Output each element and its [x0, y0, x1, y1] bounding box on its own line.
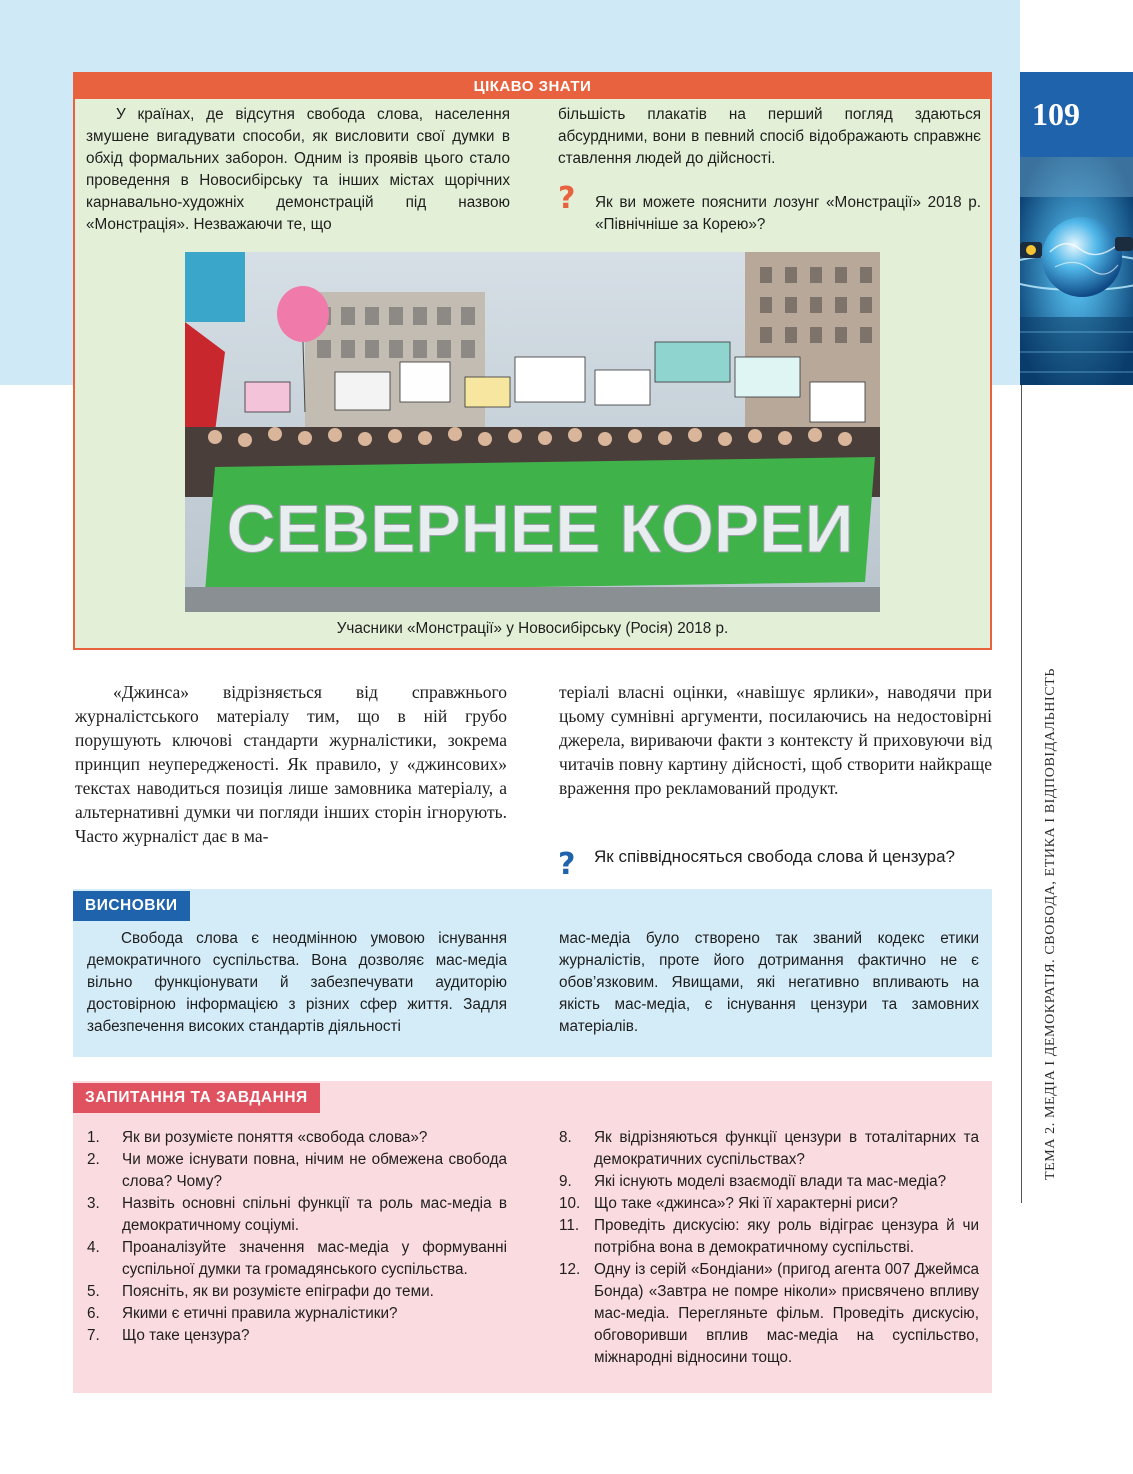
questions-list-left — [87, 1127, 507, 1347]
question-number: 1. — [87, 1129, 100, 1146]
questions-box — [73, 1081, 992, 1393]
body-paragraph-left: «Джинса» відрізняється від справжнього журналістського матеріалу тим, що в ній грубо порушують ключові стандарти журналістики, зокрема принцип неупередженості. Як правило, у «джинсових» текстах наводиться позиція лише замовника матеріалу, а альтернативні думки чи погляди інших сторін ігнорують. Часто журналіст дає в ма- — [75, 682, 507, 846]
fact-paragraph-right: більшість плакатів на перший погляд здаються абсурдними, вони в певний спосіб відображають справжнє ставлення людей до дійсності. — [558, 106, 981, 167]
question-text: Проведіть дискусію: яку роль відіграє цензура й чи потрібна вона в демократичному суспільстві. — [594, 1217, 979, 1256]
question-item — [87, 1149, 507, 1193]
question-text: Назвіть основні спільні функції та роль мас-медіа в демократичному соціумі. — [122, 1195, 507, 1234]
question-number: 3. — [87, 1195, 100, 1212]
question-text: Проаналізуйте значення мас-медіа у формуванні суспільної думки та громадянського суспільства. — [122, 1239, 507, 1278]
conclusions-text-left — [87, 928, 507, 1038]
body-text-right — [559, 680, 992, 800]
body-question: Як співвідносяться свобода слова й цензура? — [594, 847, 955, 866]
question-item — [559, 1171, 979, 1193]
photo-caption: Учасники «Монстрації» у Новосибірську (Росія) 2018 р. — [336, 620, 729, 637]
question-number: 5. — [87, 1283, 100, 1300]
question-number: 4. — [87, 1239, 100, 1256]
question-item — [559, 1193, 979, 1215]
fact-question: Як ви можете пояснити лозунг «Монстрації» 2018 р. «Північніше за Корею»? — [595, 194, 981, 233]
body-text-left — [75, 680, 507, 848]
question-text: Як ви розумієте поняття «свобода слова»? — [122, 1129, 428, 1146]
conclusions-paragraph-left: Свобода слова є неодмінною умовою існування демократичного суспільства. Вона дозволяє мас-медіа вільно функціонувати й забезпечувати аудиторію достовірною інформацією з різних сфер життя. Задля забезпечення високих стандартів діяльності — [87, 930, 507, 1035]
question-item — [559, 1127, 979, 1171]
question-item — [87, 1127, 507, 1149]
question-text: Що таке «джинса»? Які її характерні риси? — [594, 1195, 898, 1212]
question-text: Одну із серій «Бондіани» (пригод агента 007 Джеймса Бонда) «Завтра не помре ніколи» присвячено впливу мас-медіа. Перегляньте фільм. Проведіть дискусію, обговоривши вплив мас-медіа на суспільство, міжнародні відносини тощо. — [594, 1261, 979, 1366]
question-number: 10. — [559, 1195, 581, 1212]
monstration-photo — [185, 252, 880, 612]
questions-tag: ЗАПИТАННЯ ТА ЗАВДАННЯ — [73, 1083, 320, 1113]
question-item — [559, 1259, 979, 1369]
question-number: 8. — [559, 1129, 572, 1146]
question-item — [87, 1193, 507, 1237]
banner-text: СЕВЕРНЕЕ КОРЕИ — [226, 491, 854, 567]
globe-illustration — [1020, 157, 1133, 385]
question-mark-icon: ? — [558, 847, 576, 882]
question-text: Поясніть, як ви розумієте епіграфи до теми. — [122, 1283, 434, 1300]
question-number: 9. — [559, 1173, 572, 1190]
question-number: 6. — [87, 1305, 100, 1322]
question-number: 7. — [87, 1327, 100, 1344]
question-item — [559, 1215, 979, 1259]
side-divider — [1021, 385, 1022, 1203]
question-number: 2. — [87, 1151, 100, 1168]
question-item — [87, 1303, 507, 1325]
question-text: Чи може існувати повна, нічим не обмежена свобода слова? Чому? — [122, 1151, 507, 1190]
fact-text-right — [558, 104, 981, 233]
conclusions-tag: ВИСНОВКИ — [73, 891, 190, 921]
page-number: 109 — [1020, 72, 1133, 157]
question-text: Які існують моделі взаємодії влади та мас-медіа? — [594, 1173, 947, 1190]
question-text: Якими є етичні правила журналістики? — [122, 1305, 398, 1322]
question-item — [87, 1237, 507, 1281]
body-paragraph-right: теріалі власні оцінки, «навішує ярлики», наводячи при цьому сумнівні аргументи, посилаючись на недостовірні джерела, вириваючи факти з контексту й приховуючи від читачів повну картину дійсності, щоб створити найкраще враження про рекламований продукт. — [559, 682, 992, 798]
fact-box — [73, 72, 992, 650]
question-text: Що таке цензура? — [122, 1327, 250, 1344]
fact-box-header: ЦІКАВО ЗНАТИ — [75, 74, 990, 99]
question-item — [87, 1281, 507, 1303]
questions-list-right — [559, 1127, 979, 1369]
question-item — [87, 1325, 507, 1347]
conclusions-paragraph-right: мас-медіа було створено так званий кодекс етики журналістів, проте його дотримання фактично не є обов’язковим. Явищами, які негативно впливають на якість мас-медіа, є існування цензури та замовних матеріалів. — [559, 930, 979, 1035]
question-text: Як відрізняються функції цензури в тоталітарних та демократичних суспільствах? — [594, 1129, 979, 1168]
chapter-title: ТЕМА 2. МЕДІА І ДЕМОКРАТІЯ. СВОБОДА, ЕТИКА І ВІДПОВІДАЛЬНІСТЬ — [1043, 668, 1058, 1180]
question-mark-icon: ? — [558, 181, 576, 216]
question-number: 11. — [559, 1217, 580, 1234]
question-number: 12. — [559, 1261, 581, 1278]
conclusions-box — [73, 889, 992, 1057]
fact-paragraph-left: У країнах, де відсутня свобода слова, населення змушене вигадувати способи, як висловити свої думки в обхід формальних заборон. Одним із проявів цього стало проведення в Новосибірську та інших містах щорічних карнавально-художніх демонстрацій під назвою «Монстрація». Незважаючи те, що — [86, 106, 510, 233]
fact-text-left — [86, 104, 510, 236]
conclusions-text-right — [559, 928, 979, 1038]
